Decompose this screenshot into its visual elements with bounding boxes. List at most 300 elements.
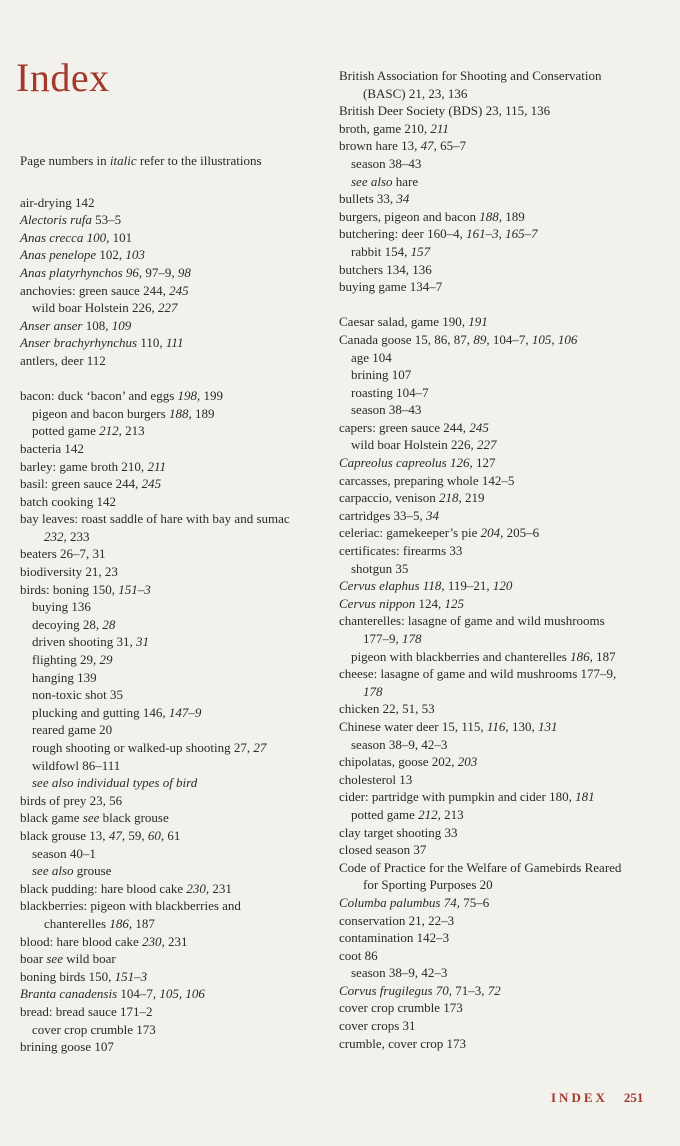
left-index-entry bbox=[20, 528, 340, 546]
left-index-entry bbox=[20, 211, 340, 229]
entry-term: biodiversity 21, 23 bbox=[20, 564, 118, 580]
entry-italic-ref: 245 bbox=[141, 476, 162, 492]
entry-text: 213 bbox=[440, 806, 464, 822]
right-index-entry bbox=[339, 173, 669, 191]
entry-term: Anser brachyrhynchus bbox=[20, 335, 138, 351]
entry-text: 104–7, bbox=[489, 331, 532, 347]
entry-italic-ref: 60, bbox=[147, 827, 165, 843]
left-index-entry bbox=[20, 493, 340, 511]
entry-term: Chinese water deer 15, 115, bbox=[339, 718, 487, 734]
entry-italic-ref: 230, bbox=[186, 880, 210, 896]
entry-term: non-toxic shot 35 bbox=[32, 687, 123, 703]
entry-italic-ref: see bbox=[82, 810, 100, 826]
entry-italic-ref: 98 bbox=[177, 264, 191, 280]
entry-italic-ref: 74, bbox=[443, 894, 460, 910]
entry-italic-ref: 105, 106 bbox=[531, 331, 578, 347]
entry-italic-ref: 47, bbox=[420, 138, 437, 154]
left-index-entry bbox=[20, 862, 340, 880]
left-index-entry bbox=[20, 669, 340, 687]
right-index-entry bbox=[339, 630, 669, 648]
entry-term: celeriac: gamekeeper’s pie bbox=[339, 525, 481, 541]
entry-term: bay leaves: roast saddle of hare with bay and sumac bbox=[20, 511, 290, 527]
right-index-entry bbox=[339, 349, 669, 367]
right-index-entry bbox=[339, 243, 669, 261]
entry-italic-ref: 72 bbox=[487, 982, 501, 998]
right-index-entry bbox=[339, 313, 669, 331]
entry-italic-ref: 109 bbox=[111, 317, 132, 333]
entry-text: 61 bbox=[164, 827, 181, 843]
entry-term: season 38–43 bbox=[351, 155, 422, 171]
entry-italic-ref: 161–3, bbox=[466, 226, 502, 242]
right-index-entry bbox=[339, 859, 669, 877]
entry-term: chanterelles: lasagne of game and wild mushrooms bbox=[339, 613, 605, 629]
entry-term: Capreolus capreolus bbox=[339, 455, 447, 471]
left-index-entry bbox=[20, 1038, 340, 1056]
entry-term: bread: bread sauce 171–2 bbox=[20, 1003, 153, 1019]
entry-term: Cervus elaphus bbox=[339, 578, 420, 594]
right-index-entry bbox=[339, 278, 669, 296]
entry-term: buying game 134–7 bbox=[339, 279, 443, 295]
left-index-entry bbox=[20, 686, 340, 704]
left-index-entry bbox=[20, 704, 340, 722]
right-index-entry bbox=[339, 507, 669, 525]
left-index-entry bbox=[20, 827, 340, 845]
entry-term: cholesterol 13 bbox=[339, 771, 413, 787]
left-index-entry bbox=[20, 598, 340, 616]
right-index-entry bbox=[339, 824, 669, 842]
entry-italic-ref: 100, bbox=[86, 229, 110, 245]
entry-text: 231 bbox=[164, 933, 188, 949]
right-index-entry bbox=[339, 999, 669, 1017]
entry-term: Anas platyrhynchos bbox=[20, 264, 123, 280]
right-index-entry bbox=[339, 454, 669, 472]
left-index-entry bbox=[20, 581, 340, 599]
entry-term: Alectoris rufa bbox=[20, 212, 92, 228]
entry-text: 104–7, bbox=[117, 986, 160, 1002]
entry-term: chipolatas, goose 202, bbox=[339, 754, 458, 770]
left-index-entry bbox=[20, 950, 340, 968]
right-index-entry bbox=[339, 648, 669, 666]
entry-term: Columba palumbus bbox=[339, 894, 441, 910]
entry-term: broth, game 210, bbox=[339, 120, 431, 136]
entry-italic-ref: 111 bbox=[165, 335, 184, 351]
entry-italic-ref: 165–7 bbox=[505, 226, 538, 242]
entry-italic-ref: 230, bbox=[142, 933, 165, 949]
right-index-entry bbox=[339, 771, 669, 789]
entry-term: birds of prey 23, 56 bbox=[20, 792, 123, 808]
left-index-entry bbox=[20, 387, 340, 405]
entry-term: crumble, cover crop 173 bbox=[339, 1035, 467, 1051]
entry-italic-ref: 212, bbox=[99, 423, 122, 439]
right-index-entry bbox=[339, 806, 669, 824]
entry-term: antlers, deer 112 bbox=[20, 352, 106, 368]
left-index-entry bbox=[20, 809, 340, 827]
left-index-entry bbox=[20, 897, 340, 915]
left-index-entry bbox=[20, 985, 340, 1003]
entry-term: hanging 139 bbox=[32, 669, 97, 685]
entry-term: Cervus nippon bbox=[339, 595, 416, 611]
entry-italic-ref: 178 bbox=[363, 683, 383, 699]
entry-term: shotgun 35 bbox=[351, 560, 409, 576]
entry-term: Anas crecca bbox=[20, 229, 84, 245]
entry-term: Anser anser bbox=[20, 317, 83, 333]
entry-term: boar bbox=[20, 951, 47, 967]
entry-text: 213 bbox=[121, 423, 145, 439]
entry-term: rabbit 154, bbox=[351, 243, 411, 259]
entry-term: potted game bbox=[32, 423, 100, 439]
entry-text: 205–6 bbox=[503, 525, 540, 541]
entry-italic-ref: 186, bbox=[570, 648, 593, 664]
entry-term: boning birds 150, bbox=[20, 968, 115, 984]
right-index-entry bbox=[339, 612, 669, 630]
entry-italic-ref: 157 bbox=[410, 243, 431, 259]
entry-italic-ref: 227 bbox=[477, 437, 497, 453]
left-index-entry bbox=[20, 510, 340, 528]
entry-text: 110, bbox=[137, 335, 166, 351]
entry-term: see also bbox=[351, 173, 393, 189]
right-index-entry bbox=[339, 595, 669, 613]
left-index-entry bbox=[20, 317, 340, 335]
entry-term: barley: game broth 210, bbox=[20, 458, 148, 474]
right-index-entry bbox=[339, 577, 669, 595]
entry-term: closed season 37 bbox=[339, 842, 427, 858]
right-index-entry bbox=[339, 718, 669, 736]
entry-italic-ref: 31 bbox=[136, 634, 149, 650]
entry-italic-ref: 29 bbox=[99, 652, 113, 668]
entry-text: hare bbox=[392, 173, 419, 189]
entry-italic-ref: 191 bbox=[468, 314, 488, 330]
entry-term: decoying 28, bbox=[32, 616, 103, 632]
right-index-entry bbox=[339, 683, 669, 701]
entry-term: season 38–43 bbox=[351, 402, 422, 418]
entry-italic-ref: 106 bbox=[185, 986, 205, 1002]
left-index-entry bbox=[20, 1021, 340, 1039]
right-index-entry bbox=[339, 894, 669, 912]
entry-italic-ref: 28 bbox=[102, 616, 116, 632]
entry-text: grouse bbox=[73, 863, 112, 879]
entry-text: 53–5 bbox=[91, 212, 122, 228]
entry-italic-ref: 178 bbox=[402, 631, 422, 646]
entry-term: pigeon and bacon burgers bbox=[32, 405, 169, 421]
entry-italic-ref: 227 bbox=[158, 300, 178, 316]
entry-term: certificates: firearms 33 bbox=[339, 543, 463, 559]
left-entry-list bbox=[20, 194, 340, 1056]
entry-italic-ref: 103 bbox=[125, 247, 145, 263]
entry-term: basil: green sauce 244, bbox=[20, 476, 142, 492]
left-index-entry bbox=[20, 352, 340, 370]
entry-text: 130, bbox=[508, 718, 538, 734]
entry-term: British Deer Society (BDS) 23, 115, 136 bbox=[339, 103, 551, 119]
entry-italic-ref: 245 bbox=[469, 419, 489, 435]
entry-italic-ref: 212, bbox=[418, 806, 441, 822]
entry-term: cover crop crumble 173 bbox=[32, 1021, 156, 1037]
entry-italic-ref: 232, bbox=[44, 528, 67, 544]
entry-text: 199 bbox=[200, 388, 224, 404]
entry-italic-ref: 147–9 bbox=[168, 704, 202, 720]
right-index-entry bbox=[339, 85, 669, 103]
entry-text: 187 bbox=[132, 915, 155, 931]
entry-term: burgers, pigeon and bacon bbox=[339, 208, 480, 224]
left-index-entry bbox=[20, 774, 340, 792]
right-index-entry bbox=[339, 1035, 669, 1053]
entry-italic-ref: 203 bbox=[457, 754, 478, 770]
entry-italic-ref: 131 bbox=[537, 718, 558, 734]
entry-term: rough shooting or walked-up shooting 27, bbox=[32, 740, 254, 755]
entry-italic-ref: 198, bbox=[177, 388, 201, 404]
entry-term: British Association for Shooting and Conservation bbox=[339, 68, 602, 83]
entry-italic-ref: 116, bbox=[486, 718, 509, 734]
entry-term: cheese: lasagne of game and wild mushrooms 177–9, bbox=[339, 666, 617, 682]
right-index-entry bbox=[339, 225, 669, 243]
entry-term: 177–9, bbox=[363, 631, 402, 646]
entry-term: cover crops 31 bbox=[339, 1018, 416, 1034]
left-index-entry bbox=[20, 721, 340, 739]
entry-text: 65–7 bbox=[436, 138, 467, 154]
entry-term: cider: partridge with pumpkin and cider 180, bbox=[339, 789, 576, 805]
right-index-entry bbox=[339, 753, 669, 771]
italic-note bbox=[20, 152, 340, 170]
entry-text: 59, bbox=[125, 827, 148, 843]
right-index-entry bbox=[339, 489, 669, 507]
entry-italic-ref: 89, bbox=[473, 331, 490, 347]
entry-italic-ref: 120 bbox=[492, 578, 513, 594]
left-index-entry bbox=[20, 405, 340, 423]
entry-term: Corvus frugilegus bbox=[339, 982, 433, 998]
entry-term: coot 86 bbox=[339, 947, 378, 963]
entry-term: contamination 142–3 bbox=[339, 930, 450, 946]
entry-term: bacon: duck ‘bacon’ and eggs bbox=[20, 388, 178, 404]
entry-italic-ref: 211 bbox=[147, 458, 166, 474]
left-index-entry bbox=[20, 1003, 340, 1021]
left-index-entry bbox=[20, 563, 340, 581]
right-index-entry bbox=[339, 542, 669, 560]
entry-italic-ref: 151–3 bbox=[118, 581, 151, 597]
entry-term: cartridges 33–5, bbox=[339, 507, 427, 523]
entry-term: season 38–9, 42–3 bbox=[351, 736, 448, 752]
entry-term: butchers 134, 136 bbox=[339, 261, 432, 277]
entry-text: 108, bbox=[82, 317, 112, 333]
entry-term: brining goose 107 bbox=[20, 1039, 114, 1055]
entry-text: 75–6 bbox=[459, 894, 490, 910]
left-index-entry bbox=[20, 757, 340, 775]
left-index-entry bbox=[20, 194, 340, 212]
entry-text: black grouse bbox=[99, 810, 169, 826]
right-index-entry bbox=[339, 419, 669, 437]
right-index-entry bbox=[339, 120, 669, 138]
entry-term: bullets 33, bbox=[339, 191, 397, 207]
entry-italic-ref: 96, bbox=[125, 264, 143, 280]
entry-term: age 104 bbox=[351, 349, 392, 365]
right-index-entry bbox=[339, 261, 669, 279]
right-index-entry bbox=[339, 401, 669, 419]
entry-text: 233 bbox=[66, 528, 90, 544]
right-index-entry bbox=[339, 366, 669, 384]
note-italic: italic bbox=[109, 153, 137, 168]
page-title: Index bbox=[16, 55, 110, 100]
entry-term: brown hare 13, bbox=[339, 138, 421, 154]
right-index-entry bbox=[339, 67, 669, 85]
entry-term: batch cooking 142 bbox=[20, 493, 117, 509]
entry-italic-ref: 245 bbox=[169, 282, 189, 298]
entry-text: 219 bbox=[461, 490, 485, 506]
entry-term: Caesar salad, game 190, bbox=[339, 314, 469, 330]
entry-text: 189 bbox=[501, 208, 525, 224]
entry-term: see also bbox=[32, 863, 74, 879]
right-index-entry bbox=[339, 788, 669, 806]
entry-term: see also individual types of bird bbox=[32, 775, 198, 791]
index-column-right bbox=[339, 67, 669, 1052]
entry-italic-ref: 27 bbox=[253, 740, 267, 755]
entry-italic-ref: 204, bbox=[480, 525, 504, 541]
right-index-entry bbox=[339, 736, 669, 754]
entry-text: 231 bbox=[209, 880, 232, 896]
footer-label: INDEX bbox=[551, 1090, 608, 1105]
left-index-entry bbox=[20, 264, 340, 282]
entry-term: Canada goose 15, 86, 87, bbox=[339, 331, 474, 347]
entry-term: Branta canadensis bbox=[20, 986, 118, 1002]
entry-term: season 40–1 bbox=[32, 845, 96, 861]
entry-term: potted game bbox=[351, 806, 419, 822]
section-gap bbox=[20, 370, 340, 388]
entry-italic-ref: 125 bbox=[444, 595, 464, 611]
entry-term: conservation 21, 22–3 bbox=[339, 912, 455, 928]
entry-term: black grouse 13, bbox=[20, 827, 109, 843]
right-index-entry bbox=[339, 155, 669, 173]
entry-term: for Sporting Purposes 20 bbox=[363, 877, 493, 893]
entry-italic-ref: 47, bbox=[108, 827, 126, 843]
entry-term: cover crop crumble 173 bbox=[339, 1000, 463, 1016]
entry-term: driven shooting 31, bbox=[32, 634, 136, 650]
entry-text: 102, bbox=[96, 247, 126, 263]
entry-text: 124, bbox=[415, 595, 445, 611]
entry-term: pigeon with blackberries and chanterelles bbox=[351, 648, 571, 664]
entry-italic-ref: 218, bbox=[438, 490, 462, 506]
left-index-entry bbox=[20, 845, 340, 863]
right-index-entry bbox=[339, 964, 669, 982]
entry-term: carcasses, preparing whole 142–5 bbox=[339, 472, 515, 488]
entry-term: buying 136 bbox=[32, 599, 91, 615]
entry-text: 97–9, bbox=[142, 264, 178, 280]
entry-italic-ref: 211 bbox=[430, 120, 449, 136]
right-entry-list bbox=[339, 67, 669, 1052]
right-index-entry bbox=[339, 560, 669, 578]
note-suffix: refer to the illustrations bbox=[136, 153, 262, 168]
right-index-entry bbox=[339, 841, 669, 859]
entry-italic-ref: 70, bbox=[435, 982, 453, 998]
entry-italic-ref: 118, bbox=[422, 578, 445, 594]
entry-term: chicken 22, 51, 53 bbox=[339, 701, 435, 717]
entry-text: 187 bbox=[592, 648, 616, 664]
left-index-entry bbox=[20, 739, 340, 757]
entry-term: bacteria 142 bbox=[20, 440, 84, 456]
right-index-entry bbox=[339, 384, 669, 402]
entry-term: black pudding: hare blood cake bbox=[20, 880, 187, 896]
entry-term: black game bbox=[20, 810, 83, 826]
left-index-entry bbox=[20, 246, 340, 264]
entry-term: wild boar Holstein 226, bbox=[32, 300, 159, 316]
entry-term: birds: boning 150, bbox=[20, 581, 119, 597]
entry-term: carpaccio, venison bbox=[339, 490, 439, 506]
entry-italic-ref: 126, bbox=[449, 455, 473, 471]
left-index-entry bbox=[20, 282, 340, 300]
right-index-entry bbox=[339, 190, 669, 208]
entry-italic-ref: 181 bbox=[575, 789, 595, 805]
right-index-entry bbox=[339, 102, 669, 120]
entry-italic-ref: 151–3 bbox=[114, 968, 148, 984]
entry-text: 127 bbox=[472, 455, 496, 471]
left-index-entry bbox=[20, 616, 340, 634]
left-index-entry bbox=[20, 475, 340, 493]
right-index-entry bbox=[339, 700, 669, 718]
note-prefix: Page numbers in bbox=[20, 153, 110, 168]
entry-term: beaters 26–7, 31 bbox=[20, 546, 106, 562]
entry-text: 101 bbox=[109, 229, 133, 245]
left-index-entry bbox=[20, 229, 340, 247]
entry-text: 189 bbox=[191, 405, 215, 421]
left-index-entry bbox=[20, 880, 340, 898]
entry-term: capers: green sauce 244, bbox=[339, 419, 470, 435]
left-index-entry bbox=[20, 915, 340, 933]
right-index-entry bbox=[339, 436, 669, 454]
running-footer bbox=[551, 1090, 643, 1106]
entry-term: flighting 29, bbox=[32, 652, 100, 668]
right-index-entry bbox=[339, 929, 669, 947]
entry-term: clay target shooting 33 bbox=[339, 824, 458, 840]
left-index-entry bbox=[20, 968, 340, 986]
right-index-entry bbox=[339, 982, 669, 1000]
right-index-entry bbox=[339, 876, 669, 894]
right-index-entry bbox=[339, 472, 669, 490]
left-index-entry bbox=[20, 458, 340, 476]
page-number: 251 bbox=[623, 1090, 644, 1105]
entry-term: season 38–9, 42–3 bbox=[351, 965, 448, 981]
left-index-entry bbox=[20, 792, 340, 810]
section-gap bbox=[339, 296, 669, 314]
left-index-entry bbox=[20, 545, 340, 563]
entry-term: (BASC) 21, 23, 136 bbox=[363, 85, 468, 101]
entry-italic-ref: 188, bbox=[168, 405, 192, 421]
left-index-entry bbox=[20, 422, 340, 440]
right-index-entry bbox=[339, 947, 669, 965]
entry-term: butchering: deer 160–4, bbox=[339, 226, 467, 242]
entry-term: blood: hare blood cake bbox=[20, 933, 143, 949]
left-index-entry bbox=[20, 299, 340, 317]
entry-term: anchovies: green sauce 244, bbox=[20, 282, 170, 298]
entry-text: wild boar bbox=[62, 951, 116, 967]
left-index-entry bbox=[20, 440, 340, 458]
right-index-entry bbox=[339, 1017, 669, 1035]
left-index-entry bbox=[20, 633, 340, 651]
entry-term: air-drying 142 bbox=[20, 194, 95, 210]
entry-term: wild boar Holstein 226, bbox=[351, 437, 478, 453]
right-index-entry bbox=[339, 912, 669, 930]
left-index-entry bbox=[20, 651, 340, 669]
entry-term: brining 107 bbox=[351, 367, 412, 383]
entry-text: 119–21, bbox=[444, 578, 493, 594]
entry-term: roasting 104–7 bbox=[351, 384, 429, 400]
entry-italic-ref: 34 bbox=[396, 191, 410, 207]
right-index-entry bbox=[339, 208, 669, 226]
entry-term: wildfowl 86–111 bbox=[32, 757, 121, 773]
left-index-entry bbox=[20, 933, 340, 951]
entry-term: reared game 20 bbox=[32, 722, 113, 738]
entry-italic-ref: see bbox=[46, 951, 63, 967]
index-column-left bbox=[20, 152, 340, 1056]
entry-italic-ref: 188, bbox=[479, 208, 502, 224]
entry-text: 71–3, bbox=[452, 982, 488, 998]
entry-italic-ref: 34 bbox=[426, 507, 440, 523]
entry-italic-ref: 186, bbox=[109, 915, 133, 931]
